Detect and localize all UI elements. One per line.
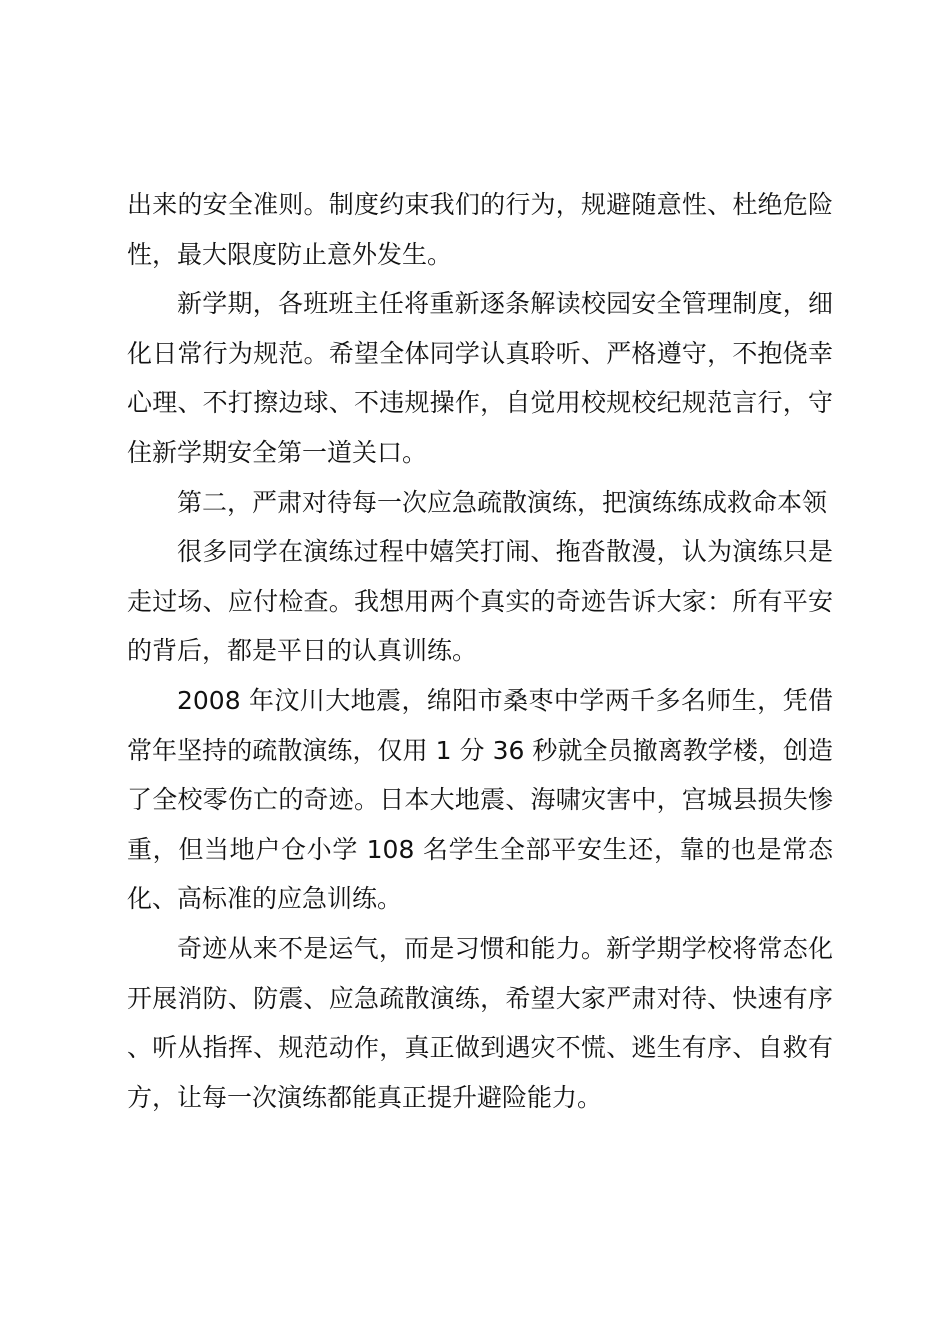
paragraph-4: 2008 年汶川大地震，绵阳市桑枣中学两千多名师生，凭借常年坚持的疏散演练，仅用 1 分 36 秒就全员撤离教学楼，创造了全校零伤亡的奇迹。日本大地震、海啸灾害中，宫城县损失惨重，但当地户仓小学 108 名学生全部平安生还，靠的也是常态化、高标准的应急训练。 bbox=[127, 685, 833, 914]
section-heading-2: 第二，严肃对待每一次应急疏散演练，把演练练成救命本领 bbox=[177, 487, 828, 517]
paragraph-3: 很多同学在演练过程中嬉笑打闹、拖沓散漫，认为演练只是走过场、应付检查。我想用两个真实的奇迹告诉大家：所有平安的背后，都是平日的认真训练。 bbox=[127, 537, 833, 666]
document-body bbox=[127, 180, 833, 1122]
paragraph-2: 新学期，各班班主任将重新逐条解读校园安全管理制度，细化日常行为规范。希望全体同学认真聆听、严格遵守，不抱侥幸心理、不打擦边球、不违规操作，自觉用校规校纪规范言行，守住新学期安全第一道关口。 bbox=[127, 289, 833, 467]
paragraph-5: 奇迹从来不是运气，而是习惯和能力。新学期学校将常态化开展消防、防震、应急疏散演练，希望大家严肃对待、快速有序、听从指挥、规范动作，真正做到遇灾不慌、逃生有序、自救有方，让每一次演练都能真正提升避险能力。 bbox=[127, 933, 833, 1112]
paragraph-1: 出来的安全准则。制度约束我们的行为，规避随意性、杜绝危险性，最大限度防止意外发生。 bbox=[127, 190, 833, 269]
